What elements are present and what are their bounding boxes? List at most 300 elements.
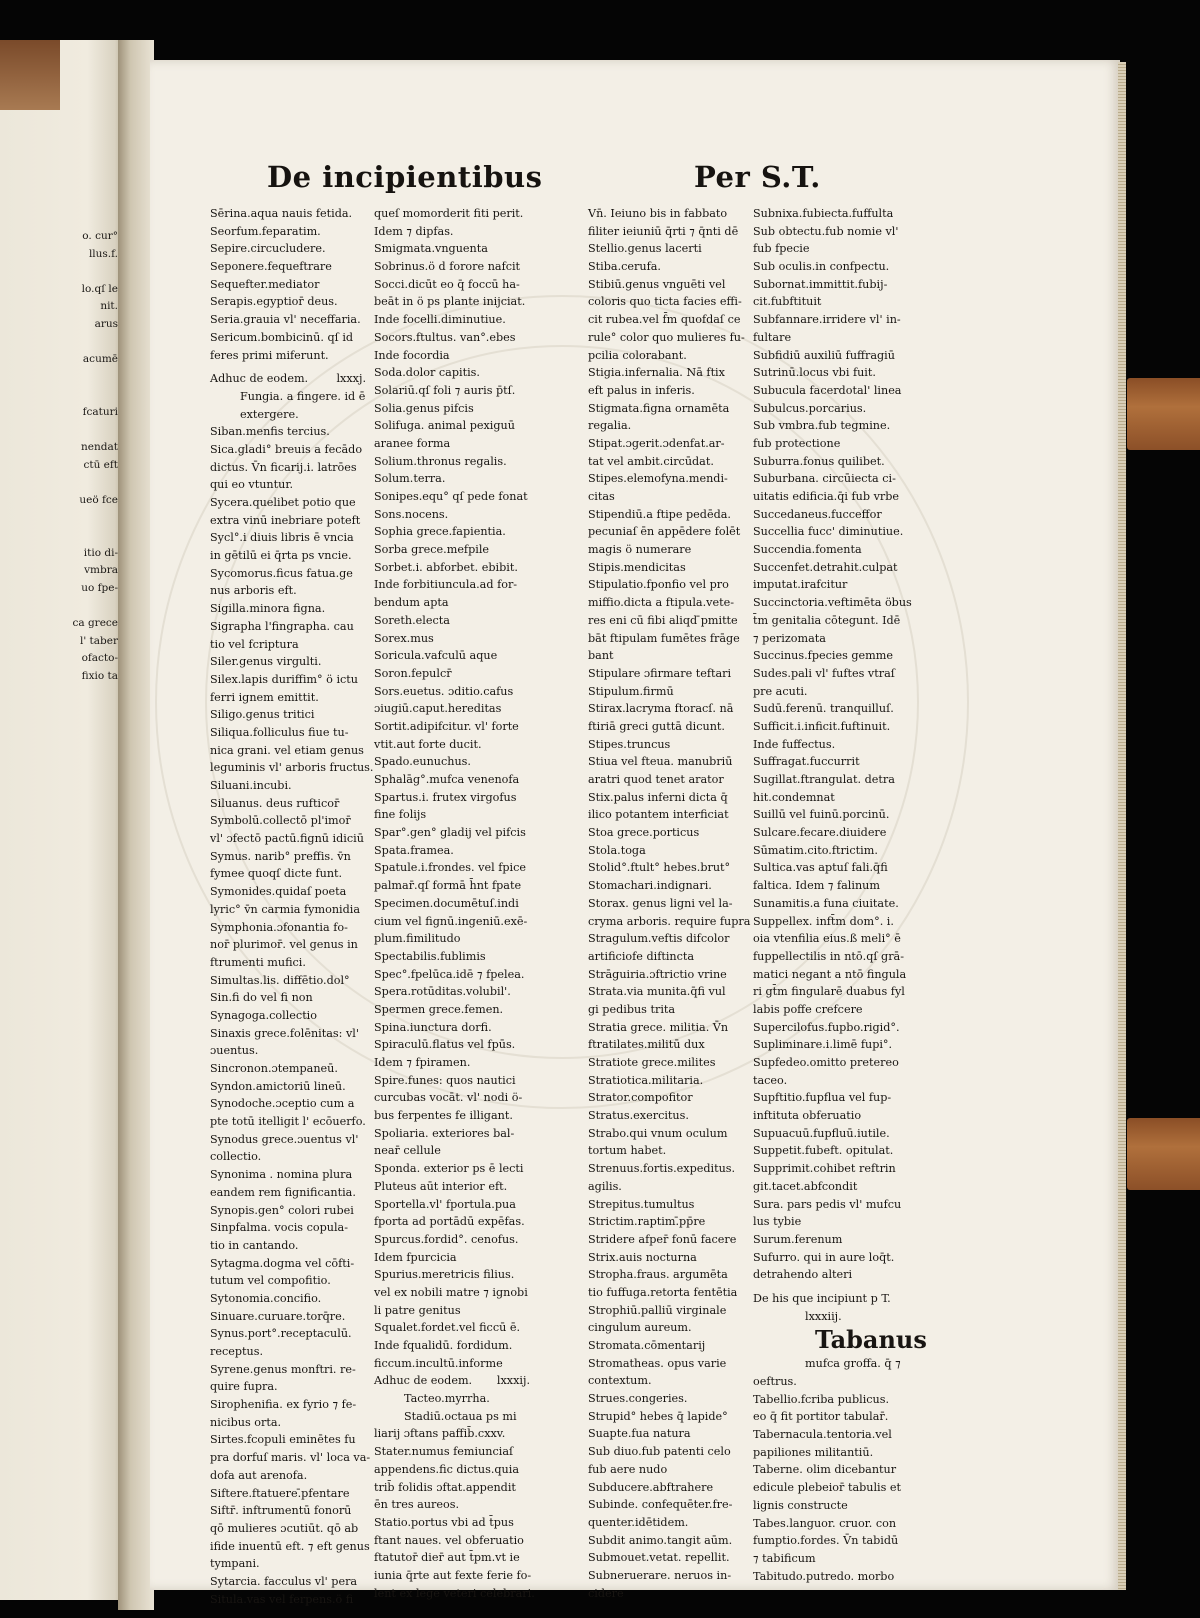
- left-fragment-line: [0, 369, 118, 387]
- glossary-line-text: Stola.toga: [588, 843, 646, 857]
- glossary-line: [374, 1496, 534, 1514]
- glossary-line-text: hit.condemnat: [753, 790, 835, 804]
- glossary-line-text: Spatule.i.frondes. vel fpice: [374, 861, 526, 875]
- glossary-line-text: fub aere nudo: [588, 1462, 668, 1476]
- glossary-line-text: Sigilla.minora figna.: [210, 602, 326, 616]
- glossary-line: [210, 1166, 370, 1184]
- glossary-line: [588, 789, 750, 807]
- glossary-line-text: Siftr̄. inftrumentū fonorū: [210, 1504, 352, 1518]
- glossary-line-text: fymee quoqſ dicte funt.: [210, 867, 343, 881]
- glossary-line-text: nica grani. vel etiam genus: [210, 743, 364, 757]
- glossary-line: [753, 364, 915, 382]
- glossary-line-text: Spartus.i. frutex virgofus: [374, 790, 517, 804]
- left-fragment-line: itio di-: [83, 546, 118, 559]
- glossary-line-text: ⁊ tabificum: [753, 1551, 816, 1565]
- glossary-line: [588, 1514, 750, 1532]
- glossary-line-text: Sorex.mus: [374, 631, 434, 645]
- glossary-line-text: Sequefter.mediator: [210, 277, 320, 291]
- glossary-line-text: Supercilofus.fupbo.rigid°.: [753, 1020, 900, 1034]
- glossary-line-text: Stiua vel fteua. manubriū: [588, 755, 733, 769]
- glossary-line: [753, 205, 915, 223]
- glossary-line: [374, 435, 534, 453]
- glossary-line: [588, 488, 750, 506]
- glossary-line: [588, 1355, 750, 1373]
- glossary-line-text: Strāguiria.ɔftrictio vrine: [588, 967, 727, 981]
- leather-strap-bottom: [1127, 1118, 1200, 1190]
- glossary-line-text: Spata.framea.: [374, 843, 454, 857]
- glossary-line-text: pecuniaſ ēn appēdere folēt: [588, 525, 741, 539]
- running-head-right: Per S.T.: [694, 160, 821, 194]
- glossary-line: [210, 494, 370, 512]
- glossary-line: [374, 276, 534, 294]
- glossary-line: [210, 1325, 370, 1343]
- glossary-line: [210, 223, 370, 241]
- left-fragment-line: ofacto-: [81, 652, 118, 665]
- glossary-line: [588, 1107, 750, 1125]
- glossary-line: [753, 1072, 915, 1090]
- glossary-line: [588, 1284, 750, 1302]
- glossary-line-text: bendum apta: [374, 596, 449, 610]
- glossary-line-text: Solariū.qſ foli ⁊ auris p̄tſ.: [374, 383, 516, 397]
- glossary-line: [588, 1337, 750, 1355]
- running-head-left: De incipientibus: [267, 160, 543, 194]
- glossary-line-text: Soron.fepulcr̄: [374, 666, 452, 680]
- glossary-line-text: Smigmata.vnguenta: [374, 242, 488, 256]
- glossary-line-text: Spera.rotūditas.volubil'.: [374, 985, 511, 999]
- glossary-line: [374, 1567, 534, 1585]
- glossary-line: [374, 1001, 534, 1019]
- glossary-line-text: Inde focelli.diminutiue.: [374, 313, 506, 327]
- glossary-line: [588, 329, 750, 347]
- glossary-line: [374, 1443, 534, 1461]
- glossary-line: [753, 771, 915, 789]
- glossary-line-text: Strupid° hebes q̄ lapide°: [588, 1409, 728, 1423]
- glossary-line: [374, 1213, 534, 1231]
- glossary-line-text: Fungia. a fingere. id ē: [240, 389, 366, 403]
- glossary-line: [588, 1142, 750, 1160]
- glossary-line-text: Stipes.truncus: [588, 737, 671, 751]
- glossary-line-text: agilis.: [588, 1179, 622, 1193]
- glossary-line: [210, 347, 370, 365]
- glossary-line-text: Subducere.abftrahere: [588, 1480, 714, 1494]
- glossary-line-text: quenter.idētidem.: [588, 1515, 689, 1529]
- glossary-line-text: Sutrinū.locus vbi fuit.: [753, 366, 876, 380]
- glossary-line-text: pte totū itelligit l' ecōuerfo.: [210, 1115, 366, 1129]
- glossary-line-text: fub protectione: [753, 436, 841, 450]
- glossary-line: [210, 1538, 370, 1556]
- left-fragment-line: nit.: [100, 300, 118, 313]
- glossary-line-text: Synopis.gen° colori rubei: [210, 1203, 354, 1217]
- folio-number: lxxxij.: [496, 1374, 530, 1388]
- glossary-line: [374, 895, 534, 913]
- glossary-line: [753, 683, 915, 701]
- glossary-line: [210, 883, 370, 901]
- glossary-line: [588, 1231, 750, 1249]
- glossary-line-text: Sub oculis.in confpectu.: [753, 260, 890, 274]
- glossary-line: [588, 1036, 750, 1054]
- glossary-line: [210, 1078, 370, 1096]
- glossary-line-text: Suppellex. inft̄m dom°. i.: [753, 914, 894, 928]
- left-fragment-line: nendat: [81, 441, 118, 454]
- glossary-line-text: Succenfet.detrahit.culpat: [753, 560, 898, 574]
- glossary-line-text: Subinde. confequēter.fre-: [588, 1498, 733, 1512]
- glossary-line-text: fporta ad portādū expēfas.: [374, 1215, 525, 1229]
- glossary-line-text: beāt in ö ps plante inijciat.: [374, 295, 526, 309]
- glossary-line-text: dofa aut arenofa.: [210, 1468, 308, 1482]
- glossary-line-text: Succinctoria.veftimēta öbus: [753, 596, 912, 610]
- glossary-line-text: git.tacet.abfcondit: [753, 1179, 858, 1193]
- glossary-line-text: coloris quo ticta facies effi-: [588, 295, 742, 309]
- glossary-line: [588, 364, 750, 382]
- glossary-line-text: Soricula.vafculū aque: [374, 649, 498, 663]
- glossary-line-text: cit.fubftituit: [753, 295, 822, 309]
- glossary-line-text: Spire.funes: quos nautici: [374, 1073, 516, 1087]
- glossary-line-text: Syndon.amictoriū lineū.: [210, 1079, 346, 1093]
- glossary-line-text: Subfannare.irridere vl' in-: [753, 313, 901, 327]
- glossary-line-text: cidere: [588, 1586, 624, 1600]
- left-fragment-line: arus: [94, 317, 118, 330]
- glossary-line: [588, 665, 750, 683]
- glossary-line: [753, 647, 915, 665]
- glossary-line: [374, 417, 534, 435]
- glossary-line: [374, 1372, 534, 1390]
- glossary-line-text: Sub obtectu.fub nomie vl': [753, 224, 899, 238]
- glossary-line: [753, 665, 915, 683]
- glossary-line: [210, 830, 370, 848]
- glossary-line-text: Strabo.qui vnum oculum: [588, 1126, 728, 1140]
- glossary-line: [588, 1266, 750, 1284]
- glossary-line-text: queſ momorderit fiti perit.: [374, 207, 524, 220]
- glossary-line: [210, 671, 370, 689]
- glossary-line: [588, 612, 750, 630]
- glossary-line-text: Spurcus.fordid°. cenofus.: [374, 1232, 519, 1246]
- glossary-line: [210, 1131, 370, 1149]
- glossary-line: [753, 1308, 915, 1326]
- glossary-line-text: cium vel fignū.ingeniū.exē-: [374, 914, 528, 928]
- left-fragment-line: o. cur°: [82, 230, 118, 242]
- glossary-line-text: ri gt̄m fingularē duabus fyl: [753, 985, 905, 999]
- glossary-line: [588, 1178, 750, 1196]
- glossary-line-text: Sycera.quelibet potio que: [210, 496, 356, 509]
- glossary-line-text: Supftitio.fupflua vel fup-: [753, 1091, 892, 1105]
- glossary-line-text: miffio.dicta a ftipula.vete-: [588, 596, 734, 610]
- glossary-line: [374, 223, 534, 241]
- glossary-line-text: Soda.dolor capitis.: [374, 366, 480, 380]
- glossary-line: [753, 506, 915, 524]
- glossary-line-text: Succinus.fpecies gemme: [753, 649, 893, 663]
- glossary-line: [588, 1479, 750, 1497]
- glossary-line-text: Tabellio.fcriba publicus.: [753, 1392, 890, 1406]
- glossary-line: [374, 983, 534, 1001]
- left-fragment-line: [0, 386, 118, 404]
- glossary-line: [588, 293, 750, 311]
- glossary-line: [588, 1532, 750, 1550]
- glossary-line-text: Stragulum.veftis difcolor: [588, 932, 730, 946]
- glossary-line-text: eo q̄ fit portitor tabular̄.: [753, 1410, 889, 1424]
- glossary-line-text: Siler.genus virgulti.: [210, 655, 322, 669]
- glossary-line: [374, 948, 534, 966]
- glossary-line: [588, 1585, 750, 1603]
- glossary-line-text: nor̄ plurimor̄. vel genus in: [210, 938, 358, 952]
- glossary-line-text: Tabanus: [815, 1325, 927, 1355]
- glossary-line-text: t̄m genitalia cōtegunt. Idē: [753, 613, 901, 627]
- glossary-line: [374, 1125, 534, 1143]
- glossary-line: [210, 565, 370, 583]
- glossary-line: [753, 1461, 915, 1479]
- glossary-line-text: Stirax.lacryma ftoracſ. nā: [588, 702, 734, 716]
- glossary-line-text: Sepire.circucludere.: [210, 242, 326, 256]
- glossary-line-text: papiliones militantiū.: [753, 1445, 874, 1459]
- glossary-line-text: Inde fuffectus.: [753, 737, 836, 751]
- glossary-line-text: Strix.auis nocturna: [588, 1250, 697, 1264]
- glossary-line-text: regalia.: [588, 419, 632, 433]
- glossary-line-text: Stipendiū.a ftipe pedēda.: [588, 507, 731, 521]
- glossary-line: [588, 771, 750, 789]
- glossary-line-text: Suppetit.fubeft. opitulat.: [753, 1144, 894, 1158]
- glossary-line-text: Sorbet.i. abforbet. ebibit.: [374, 560, 518, 574]
- glossary-line: [374, 470, 534, 488]
- glossary-line: [753, 347, 915, 365]
- glossary-line-text: oeftrus.: [753, 1375, 797, 1388]
- glossary-line-text: Sinpfalma. vocis copula-: [210, 1221, 348, 1235]
- glossary-line: [210, 636, 370, 654]
- glossary-line: [210, 293, 370, 311]
- left-fragment-line: vmbra: [84, 564, 118, 577]
- glossary-line: [374, 930, 534, 948]
- glossary-line: [753, 1568, 915, 1586]
- glossary-line-text: Spiraculū.flatus vel fpūs.: [374, 1038, 516, 1052]
- glossary-line-text: Stropha.fraus. argumēta: [588, 1268, 728, 1282]
- glossary-line: [588, 1567, 750, 1585]
- glossary-line: [374, 1284, 534, 1302]
- glossary-line: [210, 423, 370, 441]
- glossary-line-text: detrahendo alteri: [753, 1268, 853, 1282]
- glossary-line: [753, 1089, 915, 1107]
- glossary-line-text: bus ferpentes fe illigant.: [374, 1109, 513, 1123]
- glossary-line-text: vl' ɔfectō pactū.fignū idiciū: [210, 832, 364, 846]
- glossary-line-text: Strepitus.tumultus: [588, 1197, 695, 1211]
- glossary-line: [374, 1461, 534, 1479]
- glossary-line: [588, 1160, 750, 1178]
- left-fragment-line: ca grece: [72, 617, 118, 630]
- glossary-line: [588, 683, 750, 701]
- glossary-line-text: liarij ɔftans paffib̄.cxxv.: [374, 1427, 506, 1441]
- glossary-line-text: palmar̄.qſ formā h̄nt fpate: [374, 879, 522, 893]
- glossary-line-text: Taberne. olim dicebantur: [753, 1463, 897, 1477]
- glossary-line: [753, 1355, 915, 1373]
- glossary-line: [210, 1343, 370, 1361]
- glossary-line-text: Sulcare.fecare.diuidere: [753, 826, 887, 840]
- glossary-line: [374, 753, 534, 771]
- glossary-line-text: Specimen.documētuſ.indi: [374, 896, 519, 910]
- glossary-line-text: eandem rem fignificantia.: [210, 1185, 356, 1199]
- glossary-line-text: Inde forbitiuncula.ad for-: [374, 578, 518, 592]
- glossary-line-text: li patre genitus: [374, 1303, 461, 1317]
- glossary-line-text: Stratiote grece.milites: [588, 1056, 716, 1069]
- glossary-line: [753, 700, 915, 718]
- glossary-line: [210, 618, 370, 636]
- glossary-line-text: Idem ⁊ dipfas.: [374, 224, 454, 238]
- glossary-line: [753, 1019, 915, 1037]
- glossary-line-text: Subfidiū auxiliū fuffragiū: [753, 348, 895, 362]
- glossary-line: [374, 1019, 534, 1037]
- glossary-line: [588, 417, 750, 435]
- glossary-line-text: Sica.gladi° breuis a fecādo: [210, 442, 363, 456]
- glossary-line: [588, 1001, 750, 1019]
- glossary-line-text: tortum habet.: [588, 1144, 667, 1158]
- glossary-line-text: bant: [588, 649, 614, 663]
- glossary-line: [374, 576, 534, 594]
- glossary-line: [588, 877, 750, 895]
- glossary-line-text: pcilia colorabant.: [588, 348, 687, 362]
- glossary-line-text: cingulum aureum.: [588, 1321, 692, 1335]
- glossary-line: [588, 453, 750, 471]
- glossary-line: [753, 523, 915, 541]
- glossary-line-text: Stiba.cerufa.: [588, 260, 661, 274]
- glossary-line: [374, 559, 534, 577]
- glossary-line-text: Subneruerare. neruos in-: [588, 1568, 732, 1582]
- glossary-line-text: Inde fqualidū. fordidum.: [374, 1339, 513, 1352]
- glossary-line-text: Stipis.mendicitas: [588, 560, 686, 574]
- glossary-line-text: Sytonomia.concifio.: [210, 1291, 322, 1305]
- left-fragment-line: lo.qſ le: [81, 282, 118, 295]
- glossary-line: [753, 1001, 915, 1019]
- glossary-line-text: Sērina.aqua nauis fetida.: [210, 207, 353, 220]
- text-column-2: [374, 205, 534, 1602]
- glossary-line: [210, 653, 370, 671]
- left-page-text-fragments: [0, 228, 118, 685]
- glossary-line: [753, 382, 915, 400]
- glossary-line: [210, 1502, 370, 1520]
- glossary-line-text: Spar°.gen° gladij vel pifcis: [374, 826, 526, 840]
- glossary-line-text: gi pedibus trita: [588, 1002, 676, 1016]
- glossary-line-text: Stromata.cōmentarij: [588, 1339, 706, 1352]
- glossary-line-text: Situla.vas vel ferpens.ö fi: [210, 1592, 354, 1606]
- glossary-line-text: bāt ftipulam fumētes frāge: [588, 631, 740, 645]
- glossary-line: [210, 1025, 370, 1043]
- glossary-line: [588, 576, 750, 594]
- glossary-line: [753, 1444, 915, 1462]
- glossary-line: [374, 1196, 534, 1214]
- glossary-line: [753, 842, 915, 860]
- glossary-line-text: Spoliaria. exteriores bal-: [374, 1126, 515, 1140]
- glossary-line-text: Strenuus.fortis.expeditus.: [588, 1162, 736, 1176]
- glossary-line-text: Surum.ferenum: [753, 1232, 843, 1246]
- glossary-line-text: Sortit.adipifcitur. vl' forte: [374, 719, 519, 733]
- glossary-line-text: Sponda. exterior ps ē lecti: [374, 1162, 524, 1176]
- glossary-line: [753, 1196, 915, 1214]
- glossary-line: [374, 1231, 534, 1249]
- glossary-line-text: Siban.menfis tercius.: [210, 425, 330, 439]
- glossary-line-text: iunia q̄rte aut fexte ferie fo-: [374, 1568, 532, 1582]
- glossary-line: [210, 1520, 370, 1538]
- glossary-line: [753, 983, 915, 1001]
- glossary-line-text: qō mulieres ɔcutiūt. qō ab: [210, 1521, 359, 1535]
- glossary-line: [588, 1089, 750, 1107]
- glossary-line-text: Sphalāg°.mufca venenofa: [374, 773, 520, 786]
- glossary-line-text: Adhuc de eodem.: [210, 372, 309, 386]
- glossary-line: [374, 718, 534, 736]
- glossary-line-text: lent ex lege veteri celebrari.: [374, 1586, 535, 1600]
- glossary-line-text: pra dorfuſ maris. vl' loca va-: [210, 1451, 371, 1465]
- glossary-line: [374, 506, 534, 524]
- glossary-line-text: Symphonia.ɔfonantia fo-: [210, 920, 348, 934]
- glossary-line: [210, 406, 370, 424]
- glossary-line: [374, 1425, 534, 1443]
- glossary-line-text: Stipat.ɔgerit.ɔdenfat.ar-: [588, 436, 725, 450]
- glossary-line-text: Stix.palus inferni dicta q̄: [588, 790, 728, 804]
- glossary-line: [588, 1408, 750, 1426]
- glossary-line: [588, 1054, 750, 1072]
- glossary-line: [210, 777, 370, 795]
- glossary-line-text: Subucula facerdotal' linea: [753, 383, 902, 397]
- glossary-line-text: Spectabilis.fublimis: [374, 949, 486, 963]
- glossary-line: [753, 1497, 915, 1515]
- glossary-line-text: Siluanus. deus rufticor̄: [210, 796, 340, 810]
- glossary-line: [753, 240, 915, 258]
- glossary-line: [588, 1072, 750, 1090]
- glossary-line-text: Suffragat.fuccurrit: [753, 755, 860, 769]
- glossary-line-text: Solum.terra.: [374, 472, 446, 486]
- glossary-line-text: Sub vmbra.fub tegmine.: [753, 419, 891, 433]
- glossary-line-text: Spina.iunctura dorfi.: [374, 1020, 492, 1034]
- glossary-line-text: Squalet.fordet.vel ficcū ē.: [374, 1321, 521, 1335]
- section-heading-line: [753, 1290, 915, 1308]
- glossary-line: [374, 205, 534, 223]
- glossary-line-text: Stipulatio.fponfio vel pro: [588, 578, 729, 592]
- glossary-line-text: Spermen grece.femen.: [374, 1002, 504, 1016]
- glossary-line: [753, 1391, 915, 1409]
- glossary-line-text: imputat.irafcitur: [753, 578, 848, 592]
- glossary-line: [210, 1007, 370, 1025]
- glossary-line: [374, 966, 534, 984]
- glossary-line: [374, 1142, 534, 1160]
- glossary-line-text: nus arboris eft.: [210, 584, 297, 598]
- glossary-line-text: Sirtes.fcopuli eminētes fu: [210, 1433, 356, 1447]
- glossary-line: [210, 1219, 370, 1237]
- glossary-line-text: fine folijs: [374, 808, 427, 822]
- glossary-line-text: ilico potantem interficiat: [588, 808, 729, 822]
- glossary-line-text: Stellio.genus lacerti: [588, 242, 702, 256]
- glossary-line: [588, 859, 750, 877]
- glossary-line-text: trib̄ folidis ɔftat.appendit: [374, 1480, 516, 1494]
- left-fragment-line: [0, 334, 118, 352]
- glossary-line-text: Synonima . nomina plura: [210, 1168, 353, 1182]
- left-fragment-line: [0, 263, 118, 281]
- glossary-line: [588, 913, 750, 931]
- glossary-line-text: Succellia fucc' diminutiue.: [753, 525, 904, 539]
- glossary-line-text: appendens.fic dictus.quia: [374, 1462, 520, 1476]
- glossary-line: [374, 293, 534, 311]
- glossary-line-text: Stibiū.genus vnguēti vel: [588, 277, 726, 291]
- glossary-line-text: Idem fpurcicia: [374, 1250, 457, 1264]
- glossary-line: [753, 1408, 915, 1426]
- glossary-line-text: Stromatheas. opus varie: [588, 1356, 727, 1370]
- glossary-line: [753, 612, 915, 630]
- glossary-line: [210, 972, 370, 990]
- glossary-line-text: Subdit animo.tangit aūm.: [588, 1533, 733, 1547]
- glossary-line-text: Subnixa.fubiecta.fuffulta: [753, 207, 894, 220]
- glossary-line-text: Siligo.genus tritici: [210, 708, 315, 722]
- glossary-line: [588, 594, 750, 612]
- glossary-line-text: ferri ignem emittit.: [210, 690, 319, 704]
- glossary-line: [753, 948, 915, 966]
- glossary-line-text: Seorfum.feparatim.: [210, 224, 321, 238]
- glossary-line: [753, 753, 915, 771]
- glossary-line: [374, 488, 534, 506]
- glossary-line-text: ftiriā greci guttā dicunt.: [588, 719, 725, 733]
- glossary-line-text: Supliminare.i.limē fupi°.: [753, 1038, 893, 1052]
